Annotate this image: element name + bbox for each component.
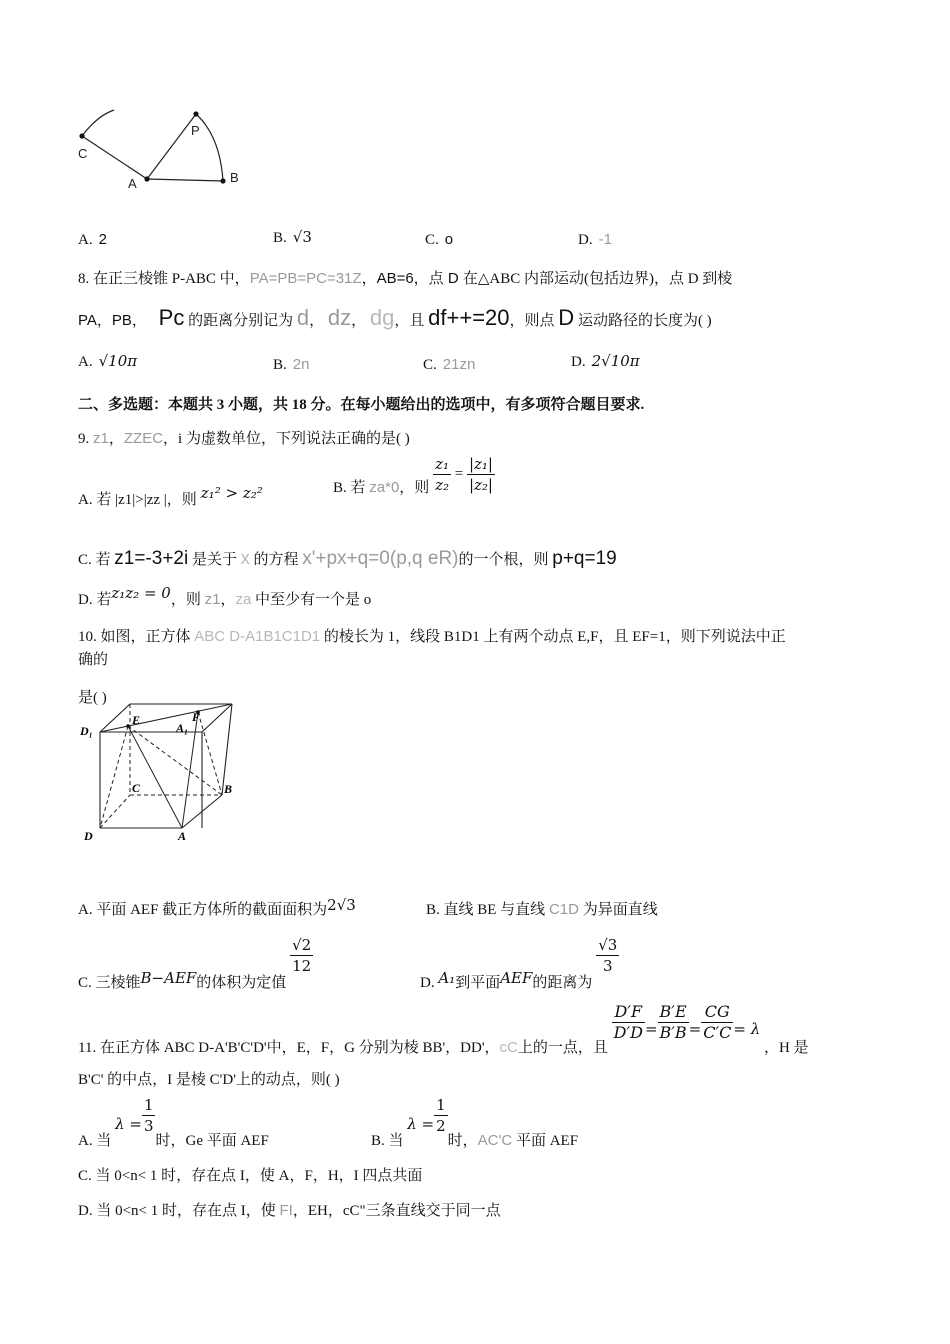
label-c: C [78, 146, 88, 161]
q7-option-c: C. o [425, 231, 454, 248]
q7-option-d: D. -1 [578, 231, 612, 248]
q11-stem-line2: B'C' 的中点，I 是棱 C'D'上的动点，则( ) [78, 1072, 340, 1088]
q10-stem-line3: 是( ) [78, 690, 107, 706]
arc-left [82, 110, 114, 136]
q11-option-b: B. 当 λ = $\frac{1}{2}$ 时，AC'C 平面 AEF [371, 1096, 579, 1149]
section-2-heading: 二、多选题：本题共 3 小题，共 18 分。在每小题给出的选项中，有多项符合题目要求. [78, 397, 645, 413]
q10-option-c: C. 三棱锥B−AEF的体积为定值 $\frac{√2}{12}$ [78, 936, 312, 991]
label-f: F [192, 710, 201, 724]
q9-option-d: D. 若z₁z₂ = 0，则 z1，za 中至少有一个是 o [78, 584, 372, 608]
label-e: E [132, 713, 141, 727]
q10-stem-line2: 确的 [78, 652, 109, 668]
label-p: P [191, 123, 200, 138]
q8-line2: PA，PB， Pc 的距离分别记为 d， dz， dg，且 df++=20，则点 D 运动路径的长度为( ) [78, 305, 712, 330]
q9-option-c: C. 若 z1=-3+2i 是关于 x 的方程 x'+px+q=0(p,q eR)的一个根，则 p+q=19 [78, 548, 617, 569]
q11-option-c: C. 当 0<n< 1 时，存在点 I，使 A，F，H，I 四点共面 [78, 1168, 423, 1184]
q9-stem: 9. z1，ZZEC，i 为虚数单位，下列说法正确的是( ) [78, 430, 410, 447]
label-a: A [128, 176, 137, 191]
q10-option-b: B. 直线 BE 与直线 C1D 为异面直线 [426, 901, 658, 918]
q8-line1: 8. 在正三棱锥 P-ABC 中，PA=PB=PC=31Z，AB=6，点 D 在△ABC 内部运动(包括边界)，点 D 到棱 [78, 270, 733, 287]
q10-option-a: A. 平面 AEF 截正方体所的截面面积为2√3 [78, 896, 356, 918]
q10-stem-line1: 10. 如图，正方体 ABC D-A1B1C1D1 的棱长为 1，线段 B1D1 上有两个动点 E,F，且 EF=1，则下列说法中正 [78, 628, 786, 645]
q8-option-c: C. 21zn [423, 356, 476, 373]
label-d: D [84, 829, 93, 843]
q8-option-d: D. 2√10π [571, 352, 640, 370]
label-c: C [132, 781, 141, 795]
label-d1: D₁ [80, 724, 93, 738]
q11-option-a: A. 当 λ = $\frac{1}{3}$ 时，Ge 平面 AEF [78, 1096, 269, 1149]
q11-option-d: D. 当 0<n< 1 时，存在点 I，使 FI，EH，cC"三条直线交于同一点 [78, 1202, 501, 1219]
label-b: B [230, 170, 239, 185]
q7-option-a: A. 2 [78, 231, 107, 248]
q9-option-b: B. 若 za*0，则 $\frac{\text{z₁}}{\text{z₂}}$ = $\frac{\text{|z₁|}}{\text{|z₂|}}$ [333, 455, 493, 496]
label-a: A [178, 829, 187, 843]
q11-stem-line1: 11. 在正方体 ABC D-A'B'C'D'中，E，F，G 分别为棱 BB'，DD'，cC上的一点，且 $\frac{D'F}{D'D}$ = $\frac{B'E}{B'B}$ = $\frac{CG}{C'C}$ = λ ，H 是 [78, 1002, 809, 1056]
figure-q10-cube [80, 700, 240, 845]
label-b: B [224, 782, 233, 796]
q9-option-a: A. 若 |z1|>|zz |，则 z₁² > z₂² [78, 484, 263, 508]
label-a1: A₁ [176, 721, 189, 735]
q8-option-a: A. √10π [78, 352, 138, 370]
q7-option-b: B. √3 [273, 228, 312, 246]
arc-right [196, 114, 223, 181]
figure-q7 [72, 108, 252, 193]
q10-option-d: D. A₁到平面AEF的距离为 $\frac{√3}{3}$ [420, 936, 618, 991]
q8-option-b: B. 2n [273, 356, 310, 373]
